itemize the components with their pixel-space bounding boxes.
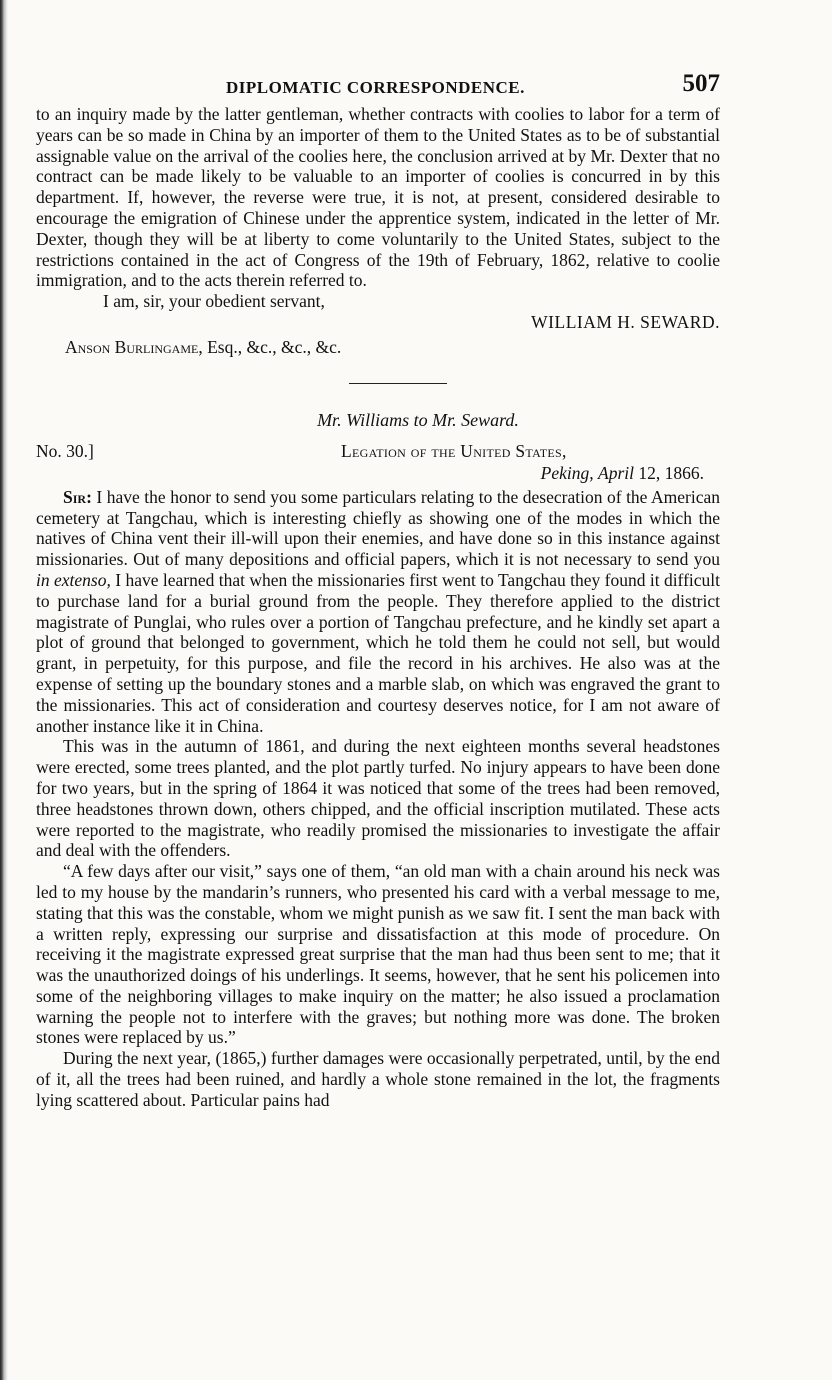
- section-divider: [349, 383, 447, 384]
- page-number: 507: [682, 70, 720, 97]
- letter2-paragraph-2: This was in the autumn of 1861, and during the next eighteen months several headstones were erected, some trees planted, and the plot partly turfed. No injury appears to have been done for two years, but in the spring of 1864 it was noticed that some of the trees had been removed, three headstones thrown down, others chipped, and the official inscription mutilated. These acts were reported to the magistrate, who readily promised the missionaries to investigate the affair and deal with the offenders.: [36, 736, 720, 861]
- letter2-paragraph-1: [36, 487, 720, 737]
- dispatch-header: [36, 441, 720, 487]
- letter2-paragraph-4: During the next year, (1865,) further damages were occasionally perpetrated, until, by the end of it, all the trees had been ruined, and hardly a whole stone remained in the lot, the fragments lying scattered about. Particular pains had: [36, 1048, 720, 1110]
- letter1-signature: WILLIAM H. SEWARD.: [531, 311, 720, 332]
- dispatch-date: [541, 463, 704, 484]
- addressee-name: Anson Burlingame: [65, 336, 199, 357]
- para1-italic: in extenso,: [36, 569, 111, 590]
- letter2-heading: Mr. Williams to Mr. Seward.: [317, 409, 519, 430]
- date-month: April: [598, 462, 634, 483]
- dispatch-number: No. 30.]: [36, 440, 94, 461]
- letter2-paragraph-3: “A few days after our visit,” says one of them, “an old man with a chain around his neck was led to my house by the mandarin’s runners, who presented his card with a verbal message to me, stating that this was the constable, whom we might punish as we saw fit. I sent the man back with a written reply, expressing our surprise and dissatisfaction at this mode of procedure. On receiving it the magistrate expressed great surprise that the man had thus been sent to me; that it was the unauthorized doings of his underlings. It seems, however, that he sent his policemen into some of the neighboring villages to make inquiry on the matter; he also issued a proclamation warning the people not to interfere with the graves; but nothing more was done. The broken stones were replaced by us.”: [36, 861, 720, 1048]
- date-day-year: 12, 1866.: [638, 462, 704, 483]
- date-place: Peking,: [540, 462, 594, 483]
- legation-name: Legation of the United States,: [341, 440, 567, 461]
- running-head: [36, 68, 720, 104]
- document-page: [36, 68, 720, 1111]
- letter1-body: to an inquiry made by the latter gentleman, whether contracts with coolies to labor for a term of years can be so made in China by an importer of them to the United States as to be of substantial assignable value on the arrival of the coolies here, the conclusion arrived at by Mr. Dexter that no contract can be made likely to be valuable to an importer of coolies is concurred in by this department. If, however, the reverse were true, it is not, at present, considered desirable to encourage the emigration of Chinese under the apprentice system, indicated in the letter of Mr. Dexter, though they will be at liberty to come voluntarily to the United States, subject to the restrictions contained in the act of Congress of the 19th of February, 1862, relative to coolie immigration, and to the acts therein referred to.: [36, 104, 720, 291]
- letter1-addressee: [65, 333, 720, 361]
- letter1-closing: I am, sir, your obedient servant,: [103, 291, 325, 312]
- page-binding-edge: [0, 0, 8, 1380]
- para1-text-a: I have the honor to send you some particulars relating to the desecration of the American cemetery at Tangchau, which is interesting chiefly as showing one of the modes in which the natives of China vent their ill-will upon their enemies, and have done so in this instance against missionaries. Out of many depositions and official papers, which it is not necessary to send you: [36, 486, 720, 570]
- addressee-suffix: , Esq., &c., &c., &c.: [198, 336, 342, 357]
- para1-text-b: I have learned that when the missionaries first went to Tangchau they found it difficult to purchase land for a burial ground from the people. They therefore applied to the district magistrate of Punglai, who rules over a portion of Tangchau prefecture, and he kindly set apart a plot of ground that belonged to government, which he told them he could not sell, but would grant, in perpetuity, for this purpose, and file the record in his archives. He also was at the expense of setting up the boundary stones and a marble slab, on which was engraved the grant to the missionaries. This act of consideration and courtesy deserves notice, for I am not aware of another instance like it in China.: [36, 569, 721, 736]
- running-head-title: DIPLOMATIC CORRESPONDENCE.: [226, 78, 525, 97]
- salutation: Sir:: [63, 486, 92, 507]
